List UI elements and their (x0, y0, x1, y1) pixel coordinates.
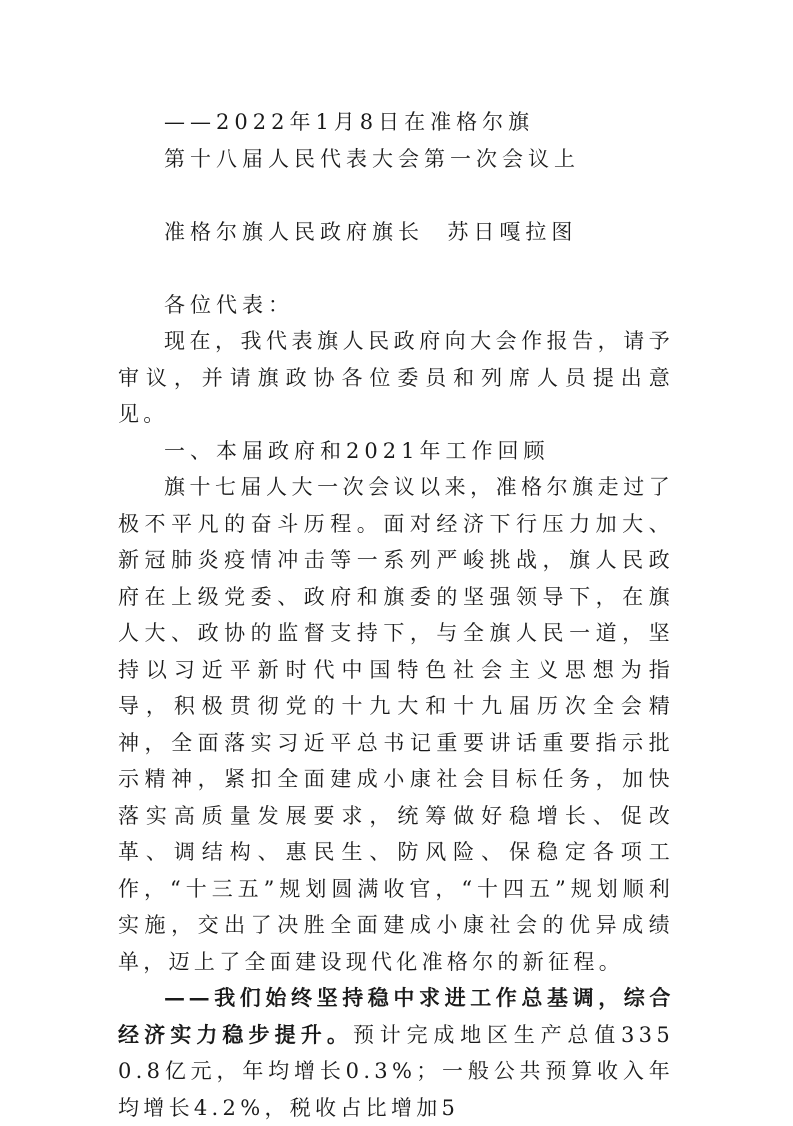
achievement-text: 预计完成地区生产总值3350.8亿元，年均增长0.3%；一般公共预算收入年均增长4.2%，税收占比增加5 (118, 1022, 674, 1120)
header-meeting-name: 第十八届人民代表大会第一次会议上 (164, 146, 580, 171)
achievement-heading: ——我们始终坚持稳中求进工作总基调，综合经济实力稳步提升。 (118, 985, 674, 1047)
review-paragraph: 旗十七届人大一次会议以来，准格尔旗走过了极不平凡的奋斗历程。面对经济下行压力加大、新冠肺炎疫情冲击等一系列严峻挑战，旗人民政府在上级党委、政府和旗委的坚强领导下，在旗人大、政协的监督支持下，与全旗人民一道，坚持以习近平新时代中国特色社会主义思想为指导，积极贯彻党的十九大和十九届历次全会精神，全面落实习近平总书记重要讲话重要指示批示精神，紧扣全面建成小康社会目标任务，加快落实高质量发展要求，统筹做好稳增长、促改革、调结构、惠民生、防风险、保稳定各项工作，“十三五”规划圆满收官，“十四五”规划顺利实施，交出了决胜全面建成小康社会的优异成绩单，迈上了全面建设现代化准格尔的新征程。 (118, 475, 674, 974)
achievement-paragraph (118, 980, 674, 1126)
document-page (118, 104, 674, 1126)
salutation: 各位代表： (164, 292, 294, 317)
spacer (118, 177, 674, 214)
intro-paragraph: 现在，我代表旗人民政府向大会作报告，请予审议，并请旗政协各位委员和列席人员提出意见。 (118, 329, 674, 426)
section-heading: 一、本届政府和2021年工作回顾 (164, 438, 550, 463)
speaker-line: 准格尔旗人民政府旗长 苏日嘎拉图 (164, 219, 578, 244)
spacer (118, 250, 674, 287)
header-date-location: ——2022年1月8日在准格尔旗 (164, 110, 535, 134)
